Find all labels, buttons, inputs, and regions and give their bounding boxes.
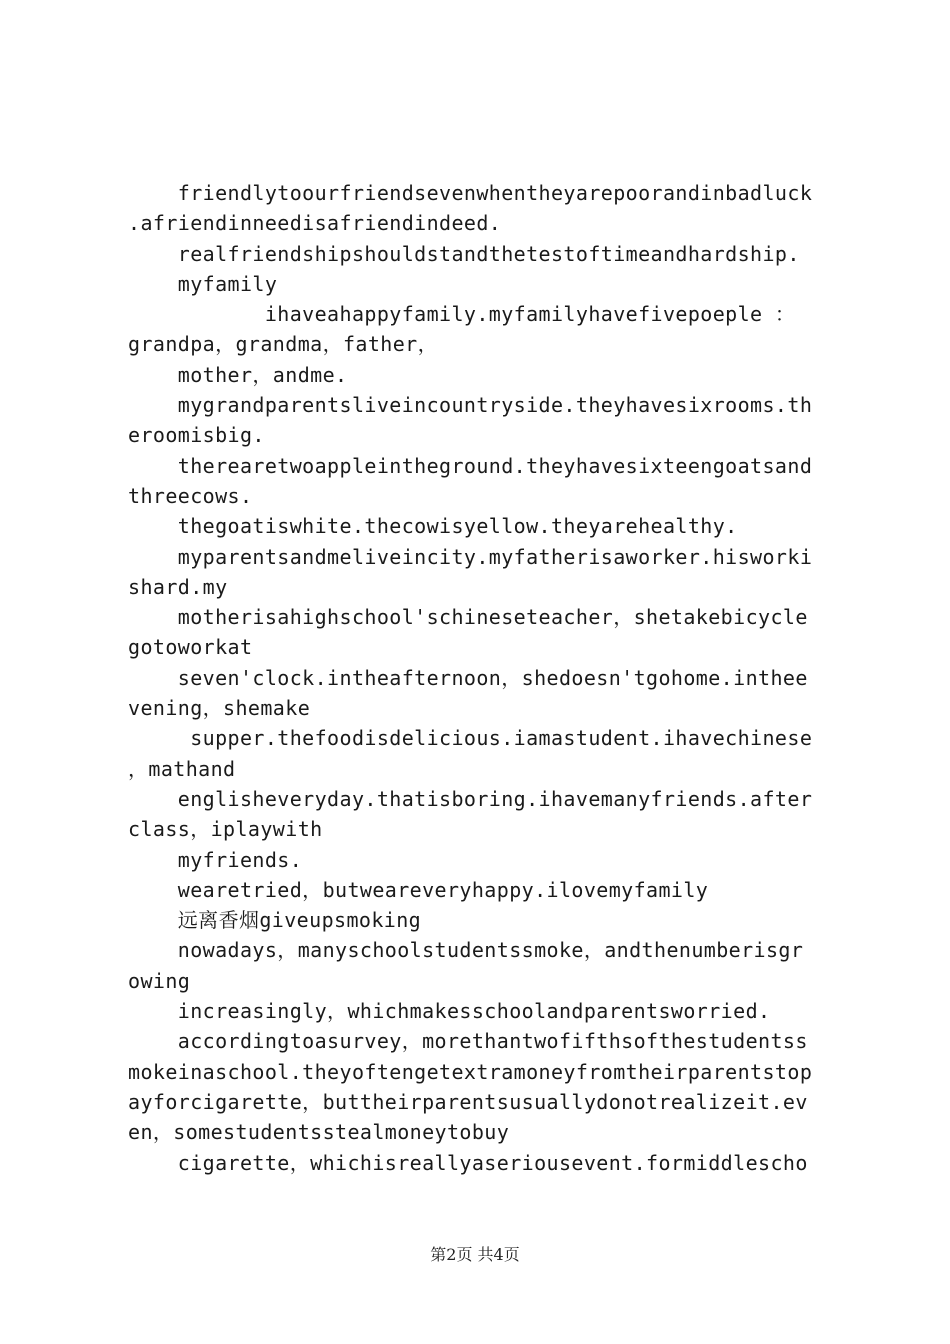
text-line: ayforcigarette，buttheirparentsusuallydonotrealizeit.ev	[128, 1089, 808, 1114]
text-line: eroomisbig.	[128, 423, 265, 448]
text-line: en，somestudentsstealmoneytobuy	[128, 1120, 510, 1145]
text-line: shard.my	[128, 574, 228, 599]
text-line: gotoworkat	[128, 635, 253, 660]
text-line: supper.thefoodisdelicious.iamastudent.ihavechinese	[128, 726, 813, 751]
text-line: .afriendinneedisafriendindeed.	[128, 211, 502, 236]
text-line: thegoatiswhite.thecowisyellow.theyarehealthy.	[128, 514, 738, 539]
text-line: ，mathand	[128, 756, 236, 781]
body-text	[128, 178, 834, 1178]
text-line: seven'clock.intheafternoon，shedoesn'tgohome.inthee	[128, 665, 808, 690]
text-line: myfamily	[128, 271, 278, 296]
text-line: vening，shemake	[128, 696, 311, 721]
text-line: myfriends.	[128, 847, 303, 872]
text-line: threecows.	[128, 483, 253, 508]
text-line: wearetried，butweareveryhappy.ilovemyfamily	[128, 877, 709, 902]
text-line: 远离香烟giveupsmoking	[128, 908, 422, 933]
text-line: grandpa，grandma，father，	[128, 332, 439, 357]
text-line: myparentsandmeliveincity.myfatherisaworker.hisworki	[128, 544, 813, 569]
text-line: increasingly，whichmakesschoolandparentsworried.	[128, 999, 771, 1024]
text-line: therearetwoappleintheground.theyhavesixteengoatsand	[128, 453, 813, 478]
text-line: motherisahighschool'schineseteacher，shetakebicycle	[128, 605, 808, 630]
text-line: mokeinaschool.theyoftengetextramoneyfromtheirparentstop	[128, 1059, 813, 1084]
page-number-label: 第2页 共4页	[430, 1245, 520, 1264]
text-line: friendlytoourfriendsevenwhentheyarepoorandinbadluck	[128, 181, 813, 205]
text-line: nowadays，manyschoolstudentssmoke，andthenumberisgr	[128, 938, 804, 963]
text-line: englisheveryday.thatisboring.ihavemanyfriends.after	[128, 786, 813, 811]
text-line: cigarette，whichisreallyaseriousevent.formiddlescho	[128, 1150, 808, 1175]
text-line: mygrandparentsliveincountryside.theyhavesixrooms.th	[128, 393, 813, 418]
text-line: accordingtoasurvey，morethantwofifthsofthestudentss	[128, 1029, 808, 1054]
page-footer	[0, 1242, 950, 1265]
text-line: mother，andme.	[128, 362, 348, 387]
text-line: owing	[128, 968, 191, 993]
text-line: class，iplaywith	[128, 817, 323, 842]
text-line: ihaveahappyfamily.myfamilyhavefivepoeple ：	[128, 302, 796, 327]
text-line: realfriendshipshouldstandthetestoftimeandhardship.	[128, 241, 800, 266]
